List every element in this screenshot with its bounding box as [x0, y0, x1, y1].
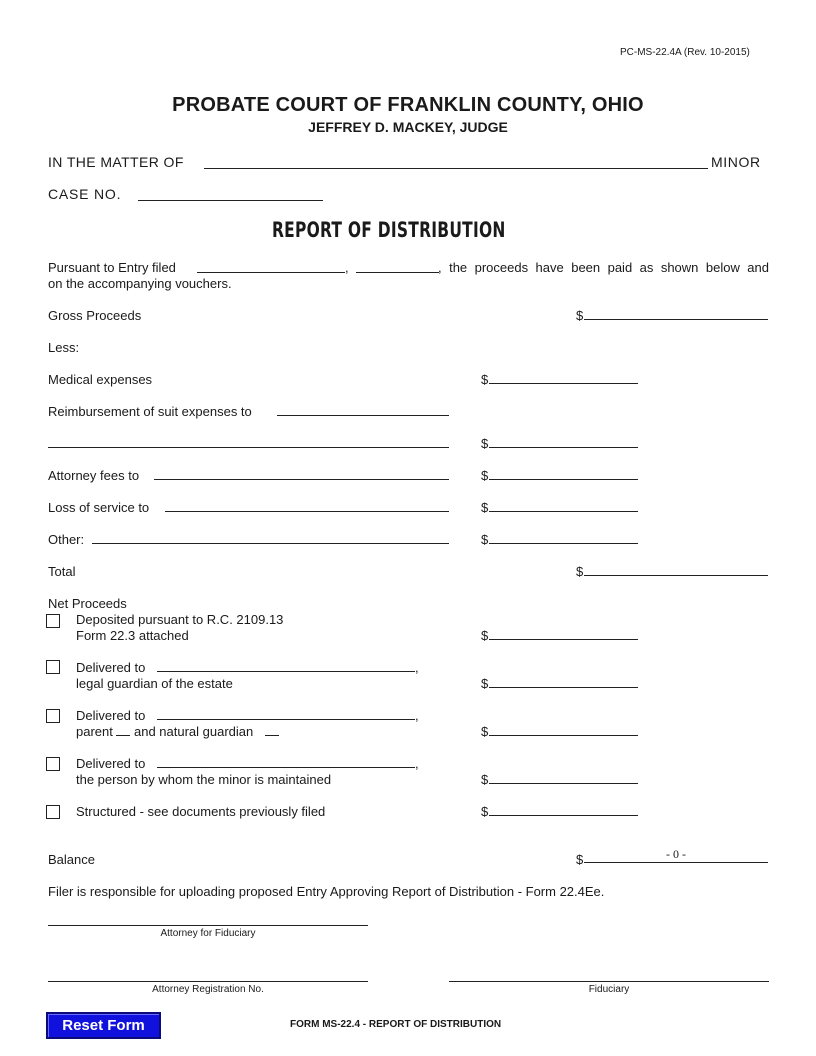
dollar-sign: $: [481, 724, 489, 739]
medical-amount[interactable]: [489, 383, 638, 384]
delivered-guardian-checkbox[interactable]: [46, 660, 60, 674]
deposited-amount[interactable]: [489, 639, 638, 640]
delivered-parent-checkbox[interactable]: [46, 709, 60, 723]
reimbursement-to-field[interactable]: [277, 415, 449, 416]
case-no-label: CASE NO.: [48, 186, 122, 202]
delivered-maintainer-name-field[interactable]: [157, 767, 415, 768]
intro-text-1: Pursuant to Entry filed: [48, 260, 176, 275]
form-footer: FORM MS-22.4 - REPORT OF DISTRIBUTION: [290, 1019, 502, 1030]
guardian-estate-label: legal guardian of the estate: [76, 676, 233, 691]
net-proceeds-label: Net Proceeds: [48, 596, 127, 611]
matter-prefix: IN THE MATTER OF: [48, 154, 184, 170]
delivered-maintainer-checkbox[interactable]: [46, 757, 60, 771]
delivered-to-label: Delivered to: [76, 660, 146, 675]
dollar-sign: $: [481, 500, 489, 515]
less-label: Less:: [48, 340, 80, 355]
matter-suffix: MINOR: [711, 154, 761, 170]
gross-proceeds-amount[interactable]: [584, 319, 768, 320]
balance-amount-line[interactable]: [584, 862, 768, 863]
delivered-to-label: Delivered to: [76, 708, 146, 723]
reimbursement-label: Reimbursement of suit expenses to: [48, 404, 252, 419]
attorney-for-fiduciary-caption: Attorney for Fiduciary: [160, 928, 256, 939]
fiduciary-signature-line[interactable]: [449, 981, 769, 982]
natural-guardian-label: and natural guardian: [134, 724, 254, 739]
parent-label: parent: [76, 724, 113, 739]
dollar-sign: $: [481, 436, 489, 451]
attorney-registration-line[interactable]: [48, 981, 368, 982]
delivered-parent-amount[interactable]: [489, 735, 638, 736]
dollar-sign: $: [481, 804, 489, 819]
reimbursement-to-field-2[interactable]: [48, 447, 449, 448]
delivered-maintainer-amount[interactable]: [489, 783, 638, 784]
intro-comma: ,: [345, 260, 349, 275]
judge-name: JEFFREY D. MACKEY, JUDGE: [308, 119, 508, 135]
maintained-label: the person by whom the minor is maintained: [76, 772, 332, 787]
delivered-guardian-amount[interactable]: [489, 687, 638, 688]
entry-date-field[interactable]: [197, 272, 345, 273]
delivered-guardian-name-field[interactable]: [157, 671, 415, 672]
loss-of-service-amount[interactable]: [489, 511, 638, 512]
structured-amount[interactable]: [489, 815, 638, 816]
dollar-sign: $: [481, 468, 489, 483]
filer-note: Filer is responsible for uploading proposed Entry Approving Report of Distribution - Form 22.4Ee.: [48, 884, 605, 899]
deposited-label-1: Deposited pursuant to R.C. 2109.13: [76, 612, 284, 627]
comma: ,: [415, 660, 419, 675]
attorney-registration-caption: Attorney Registration No.: [152, 984, 264, 995]
dollar-sign: $: [481, 772, 489, 787]
medical-label: Medical expenses: [48, 372, 153, 387]
balance-label: Balance: [48, 852, 95, 867]
entry-year-field[interactable]: [356, 272, 439, 273]
case-no-field[interactable]: [138, 200, 323, 201]
comma: ,: [415, 708, 419, 723]
intro-text-2: , the proceeds have been paid as shown below and: [438, 260, 769, 275]
balance-value: - 0 -: [666, 847, 686, 861]
dollar-sign: $: [576, 564, 584, 579]
loss-of-service-to-field[interactable]: [165, 511, 449, 512]
loss-of-service-label: Loss of service to: [48, 500, 150, 515]
deposited-label-2: Form 22.3 attached: [76, 628, 189, 643]
other-amount[interactable]: [489, 543, 638, 544]
reset-form-button[interactable]: Reset Form: [46, 1012, 161, 1039]
attorney-fees-amount[interactable]: [489, 479, 638, 480]
dollar-sign: $: [576, 852, 584, 867]
page-title: REPORT OF DISTRIBUTION: [272, 218, 506, 242]
structured-label: Structured - see documents previously filed: [76, 804, 326, 819]
delivered-parent-name-field[interactable]: [157, 719, 415, 720]
gross-proceeds-label: Gross Proceeds: [48, 308, 142, 323]
court-title: PROBATE COURT OF FRANKLIN COUNTY, OHIO: [172, 94, 644, 116]
form-id: PC-MS-22.4A (Rev. 10-2015): [620, 47, 750, 58]
parent-blank[interactable]: [116, 735, 130, 736]
other-description-field[interactable]: [92, 543, 449, 544]
dollar-sign: $: [576, 308, 584, 323]
other-label: Other:: [48, 532, 85, 547]
attorney-fees-label: Attorney fees to: [48, 468, 140, 483]
dollar-sign: $: [481, 532, 489, 547]
structured-checkbox[interactable]: [46, 805, 60, 819]
dollar-sign: $: [481, 628, 489, 643]
minor-name-field[interactable]: [204, 168, 708, 169]
attorney-fees-to-field[interactable]: [154, 479, 449, 480]
comma: ,: [415, 756, 419, 771]
reimbursement-amount[interactable]: [489, 447, 638, 448]
total-label: Total: [48, 564, 76, 579]
dollar-sign: $: [481, 676, 489, 691]
intro-text-3: on the accompanying vouchers.: [48, 276, 232, 291]
dollar-sign: $: [481, 372, 489, 387]
fiduciary-caption: Fiduciary: [588, 984, 630, 995]
deposited-checkbox[interactable]: [46, 614, 60, 628]
delivered-to-label: Delivered to: [76, 756, 146, 771]
natural-guardian-blank[interactable]: [265, 735, 279, 736]
attorney-signature-line[interactable]: [48, 925, 368, 926]
total-amount[interactable]: [584, 575, 768, 576]
